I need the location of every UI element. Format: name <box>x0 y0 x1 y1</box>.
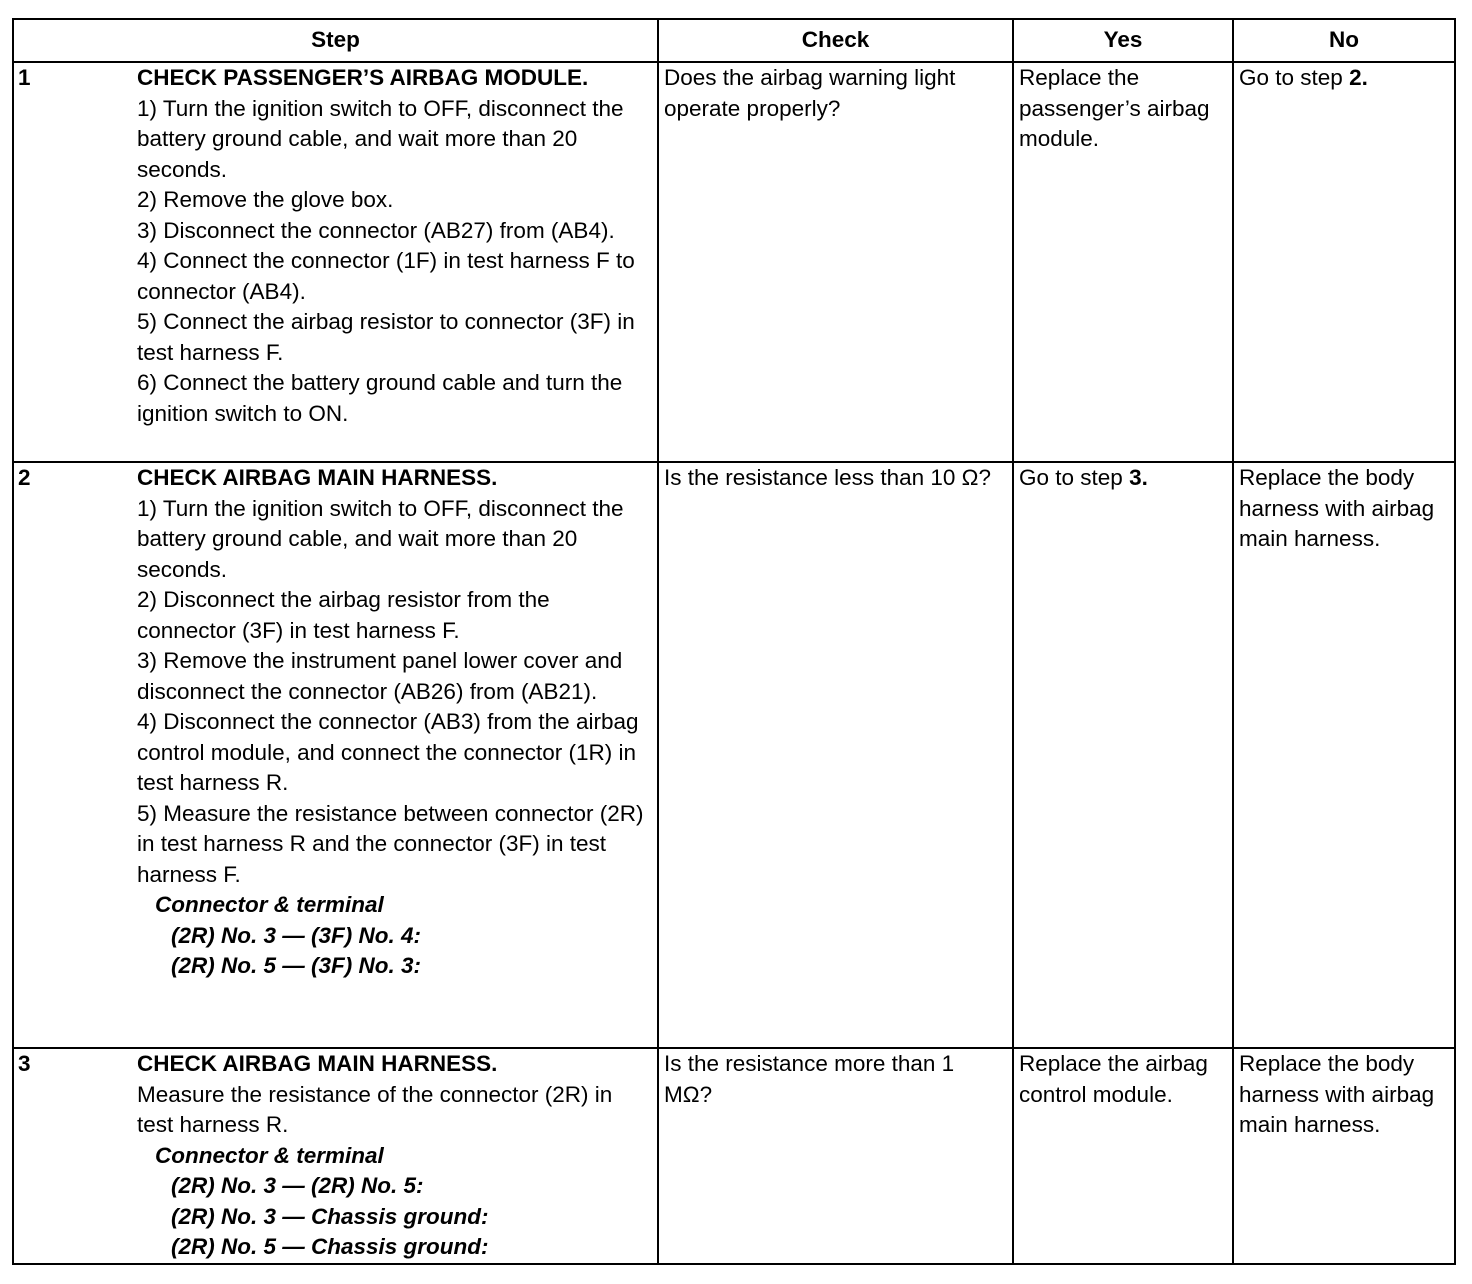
instruction-line: 1) Turn the ignition switch to OFF, disconnect the battery ground cable, and wait more than 20 seconds. <box>137 495 624 582</box>
header-step: Step <box>13 19 658 62</box>
instruction-line: 4) Connect the connector (1F) in test harness F to connector (AB4). <box>137 248 635 304</box>
header-no: No <box>1233 19 1455 62</box>
instruction-line: 3) Disconnect the connector (AB27) from (AB4). <box>137 217 615 243</box>
yes-cell <box>1013 1048 1233 1264</box>
instruction-line: 2) Disconnect the airbag resistor from the connector (3F) in test harness F. <box>137 587 550 643</box>
terminal-heading: Connector & terminal <box>155 1142 384 1168</box>
instruction-line: 5) Connect the airbag resistor to connector (3F) in test harness F. <box>137 309 635 365</box>
no-cell <box>1233 62 1455 462</box>
step-title: CHECK AIRBAG MAIN HARNESS. <box>137 1051 498 1076</box>
yes-action-step: 3. <box>1129 465 1148 490</box>
instruction-line: 5) Measure the resistance between connector (2R) in test harness R and the connector (3F) in test harness F. <box>137 800 644 887</box>
table-row <box>13 1048 1455 1264</box>
check-cell <box>658 62 1013 462</box>
no-action <box>1234 63 1454 94</box>
no-action: Replace the body harness with airbag main harness. <box>1239 465 1435 551</box>
step-title: CHECK AIRBAG MAIN HARNESS. <box>137 465 498 490</box>
step-instructions <box>137 63 653 429</box>
yes-action: Replace the passenger’s airbag module. <box>1019 65 1210 151</box>
terminal-item: (2R) No. 5 — (3F) No. 3: <box>171 953 422 978</box>
check-cell <box>658 1048 1013 1264</box>
check-question: Does the airbag warning light operate properly? <box>664 65 956 121</box>
terminal-item: (2R) No. 5 — Chassis ground: <box>171 1234 489 1259</box>
table-row <box>13 62 1455 462</box>
step-cell <box>13 462 658 1048</box>
step-cell <box>13 1048 658 1264</box>
table-row <box>13 462 1455 1048</box>
troubleshooting-table <box>12 18 1456 1265</box>
instruction-line: 2) Remove the glove box. <box>137 187 394 212</box>
check-cell <box>658 462 1013 1048</box>
step-instructions <box>137 1049 653 1263</box>
check-question: Is the resistance more than 1 MΩ? <box>664 1051 955 1107</box>
instruction-line: 4) Disconnect the connector (AB3) from the airbag control module, and connect the connector (1R) in test harness R. <box>137 709 639 795</box>
step-number: 2 <box>18 465 31 490</box>
header-check: Check <box>658 19 1013 62</box>
yes-cell <box>1013 62 1233 462</box>
yes-action: Replace the airbag control module. <box>1019 1051 1208 1107</box>
no-action-step: 2. <box>1349 65 1368 90</box>
instruction-line: Measure the resistance of the connector (2R) in test harness R. <box>137 1081 613 1137</box>
step-instructions <box>137 463 653 982</box>
step-number: 3 <box>18 1051 31 1076</box>
no-action-prefix: Go to step <box>1239 65 1350 90</box>
terminal-heading: Connector & terminal <box>155 892 384 917</box>
yes-cell <box>1013 462 1233 1048</box>
header-yes: Yes <box>1013 19 1233 62</box>
terminal-item: (2R) No. 3 — (3F) No. 4: <box>171 922 422 948</box>
no-action: Replace the body harness with airbag main harness. <box>1239 1051 1435 1137</box>
yes-action <box>1014 463 1232 494</box>
yes-action-prefix: Go to step <box>1019 465 1130 490</box>
no-cell <box>1233 462 1455 1048</box>
step-title: CHECK PASSENGER’S AIRBAG MODULE. <box>137 65 589 90</box>
instruction-line: 1) Turn the ignition switch to OFF, disconnect the battery ground cable, and wait more than 20 seconds. <box>137 95 624 182</box>
step-number: 1 <box>18 65 31 90</box>
table-header-row <box>13 19 1455 62</box>
check-question: Is the resistance less than 10 Ω? <box>664 465 991 490</box>
terminal-item: (2R) No. 3 — (2R) No. 5: <box>171 1173 424 1198</box>
terminal-item: (2R) No. 3 — Chassis ground: <box>171 1203 489 1229</box>
no-cell <box>1233 1048 1455 1264</box>
instruction-line: 6) Connect the battery ground cable and turn the ignition switch to ON. <box>137 370 623 426</box>
instruction-line: 3) Remove the instrument panel lower cover and disconnect the connector (AB26) from (AB21). <box>137 648 623 704</box>
step-cell <box>13 62 658 462</box>
